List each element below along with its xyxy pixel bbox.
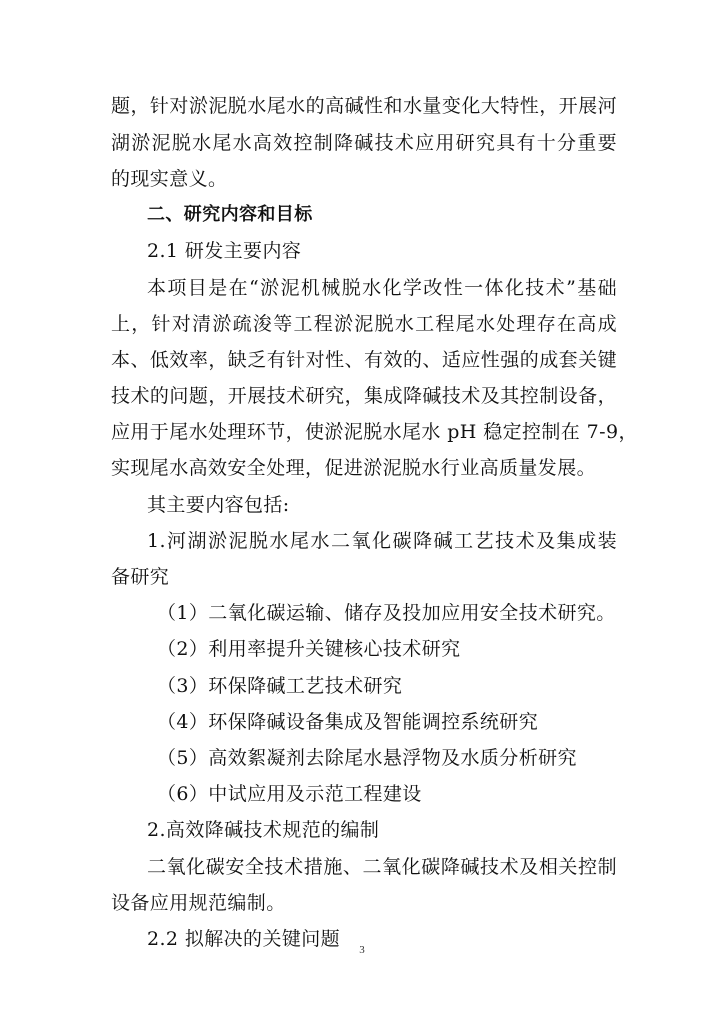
body-text-line: 的现实意义。 <box>111 168 228 190</box>
list-item-heading: 2.高效降碱技术规范的编制 <box>147 819 380 841</box>
list-item: （1）二氧化碳运输、储存及投加应用安全技术研究。 <box>157 602 616 624</box>
subsection-heading: 2.1 研发主要内容 <box>147 240 302 262</box>
body-text-line: 实现尾水高效安全处理，促进淤泥脱水行业高质量发展。 <box>111 457 597 479</box>
body-text-line: 本、低效率，缺乏有针对性、有效的、适应性强的成套关键 <box>111 349 617 371</box>
list-item: （3）环保降碱工艺技术研究 <box>157 675 403 697</box>
list-item-heading: 备研究 <box>111 566 170 588</box>
list-item: （6）中试应用及示范工程建设 <box>157 783 422 805</box>
body-text-line: 湖淤泥脱水尾水高效控制降碱技术应用研究具有十分重要 <box>111 132 617 154</box>
body-text-line: 二氧化碳安全技术措施、二氧化碳降碱技术及相关控制 <box>147 856 617 878</box>
body-text-line: 题，针对淤泥脱水尾水的高碱性和水量变化大特性，开展河 <box>111 95 617 117</box>
body-text-line: 应用于尾水处理环节，使淤泥脱水尾水 pH 稳定控制在 7-9， <box>111 421 638 443</box>
list-item: （4）环保降碱设备集成及智能调控系统研究 <box>157 711 539 733</box>
list-item: （2）利用率提升关键核心技术研究 <box>157 638 461 660</box>
body-text-line: 设备应用规范编制。 <box>111 892 286 914</box>
list-item: （5）高效絮凝剂去除尾水悬浮物及水质分析研究 <box>157 747 577 769</box>
page-number: 3 <box>359 944 365 956</box>
body-text-line: 上，针对清淤疏浚等工程淤泥脱水工程尾水处理存在高成 <box>111 313 617 335</box>
body-text-line: 本项目是在“淤泥机械脱水化学改性一体化技术”基础 <box>147 277 617 299</box>
body-text-line: 技术的问题，开展技术研究，集成降碱技术及其控制设备， <box>111 385 617 407</box>
body-text-line: 其主要内容包括: <box>147 494 290 516</box>
section-heading: 二、研究内容和目标 <box>147 204 313 225</box>
subsection-heading: 2.2 拟解决的关键问题 <box>147 928 341 950</box>
list-item-heading: 1.河湖淤泥脱水尾水二氧化碳降碱工艺技术及集成装 <box>147 530 617 552</box>
